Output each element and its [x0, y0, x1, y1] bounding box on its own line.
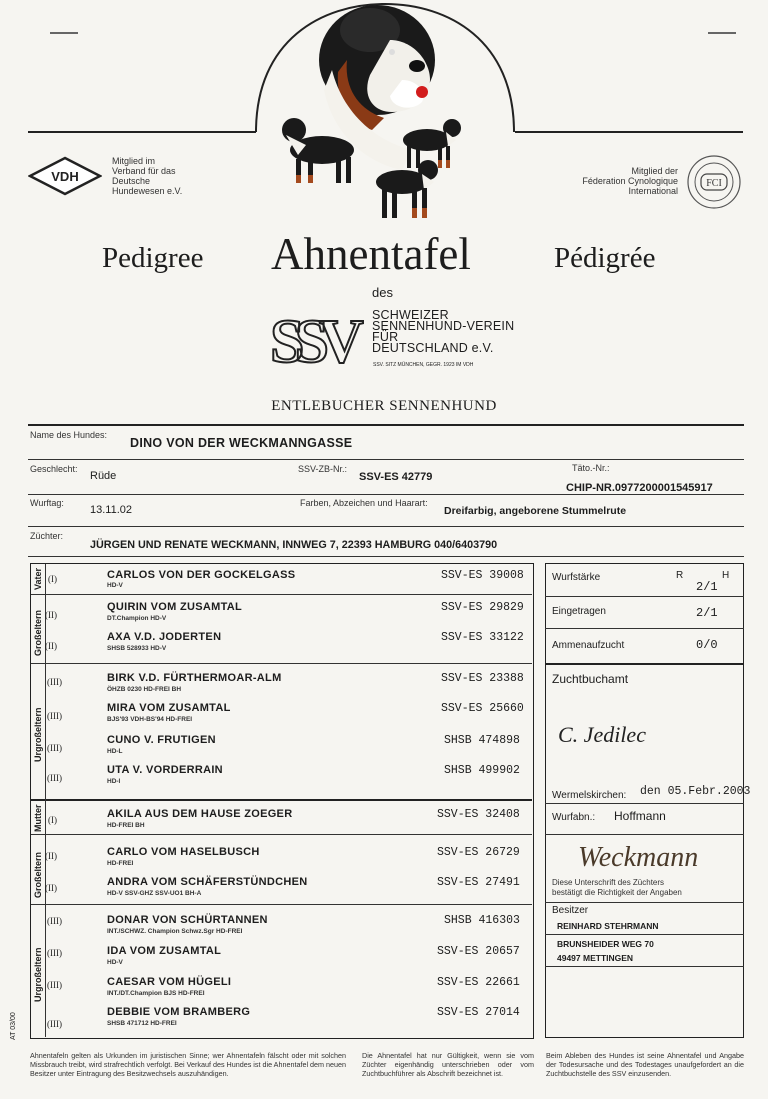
dog-farben: Dreifarbig, angeborene Stummelrute — [444, 505, 627, 517]
h-label: H — [722, 570, 730, 581]
label-grosseltern-m: Großeltern — [33, 851, 43, 898]
wurfstaerke-label: Wurfstärke — [552, 572, 601, 583]
vdh-line: Deutsche — [112, 176, 151, 186]
row-divider — [31, 594, 532, 595]
ancestor-reg: SSV-ES 26729 — [437, 846, 520, 859]
generation-marker: (I) — [48, 574, 57, 584]
zb-number: SSV-ES 42779 — [359, 471, 433, 483]
ancestor-reg: SSV-ES 22661 — [437, 976, 520, 989]
sex-label: Geschlecht: — [30, 464, 78, 474]
ancestor-name: IDA VOM ZUSAMTAL — [107, 945, 222, 957]
note-line: bestätigt die Richtigkeit der Angaben — [552, 888, 682, 897]
generation-marker: (II) — [45, 851, 57, 861]
row-divider — [545, 596, 744, 597]
label-grosseltern-v: Großeltern — [33, 609, 43, 656]
label-vater: Vater — [33, 567, 43, 590]
row-divider — [545, 966, 744, 967]
ancestor-name: AKILA AUS DEM HAUSE ZOEGER — [107, 808, 293, 820]
vdh-line: Hundewesen e.V. — [112, 186, 183, 196]
corner-mark — [50, 32, 78, 34]
generation-marker: (III) — [47, 773, 62, 783]
ancestor-reg: SSV-ES 20657 — [437, 945, 520, 958]
title-pedigree-fr: Pédigrée — [554, 242, 656, 274]
name-label: Name des Hundes: — [30, 430, 108, 440]
wurftag-label: Wurftag: — [30, 498, 64, 508]
wurfabn-value: Hoffmann — [614, 809, 666, 823]
chip-number: CHIP-NR.0977200001545917 — [566, 482, 713, 494]
row-divider — [545, 803, 744, 804]
form-code: AT 03/00 — [10, 1012, 17, 1040]
ancestor-titles: BJS'93 VDH-BS'94 HD-FREI — [107, 716, 193, 723]
dog-wurftag: 13.11.02 — [90, 504, 133, 516]
owner-street: BRUNSHEIDER WEG 70 — [557, 939, 654, 949]
fci-logo-icon — [686, 154, 742, 210]
row-divider — [31, 904, 532, 905]
row-divider — [545, 934, 744, 935]
ancestor-name: CARLOS VON DER GOCKELGASS — [107, 569, 296, 581]
corner-mark — [708, 32, 736, 34]
ancestor-name: MIRA VOM ZUSAMTAL — [107, 702, 231, 714]
ancestor-name: QUIRIN VOM ZUSAMTAL — [107, 601, 243, 613]
ancestor-titles: DT.Champion HD-V — [107, 615, 167, 622]
header-rule-left — [28, 131, 256, 133]
ancestor-name: DONAR VON SCHÜRTANNEN — [107, 914, 268, 926]
club-line: FÜR — [372, 330, 399, 344]
ancestor-titles: HD-V SSV-GHZ SSV-UO1 BH-A — [107, 890, 202, 897]
generation-marker: (I) — [48, 815, 57, 825]
issue-date: den 05.Febr.2003 — [640, 785, 751, 798]
ancestor-name: BIRK V.D. FÜRTHERMOAR-ALM — [107, 672, 282, 684]
eingetragen-label: Eingetragen — [552, 606, 606, 617]
tato-label: Täto.-Nr.: — [572, 463, 610, 473]
besitzer-label: Besitzer — [552, 905, 589, 916]
ancestor-reg: SSV-ES 25660 — [441, 702, 524, 715]
ammen-value: 0/0 — [696, 638, 718, 652]
label-mutter: Mutter — [33, 804, 43, 832]
ammen-label: Ammenaufzucht — [552, 640, 625, 651]
breeder-signature-note — [552, 878, 682, 898]
ancestor-titles: HD-FREI BH — [107, 822, 145, 829]
generation-marker: (III) — [47, 916, 62, 926]
ancestor-name: DEBBIE VOM BRAMBERG — [107, 1006, 251, 1018]
ancestor-titles: SHSB 528933 HD-V — [107, 645, 167, 652]
title-pedigree-en: Pedigree — [102, 242, 204, 274]
column-divider — [45, 564, 46, 1037]
club-line: SENNENHUND-VEREIN — [372, 319, 515, 333]
zuechter-label: Züchter: — [30, 531, 64, 541]
r-label: R — [676, 570, 684, 581]
ancestor-name: AXA V.D. JODERTEN — [107, 631, 222, 643]
ancestor-titles: HD-FREI — [107, 860, 134, 867]
generation-marker: (II) — [45, 610, 57, 620]
divider — [28, 494, 744, 495]
club-name — [372, 310, 514, 354]
divider — [28, 556, 744, 557]
ancestry-table — [30, 563, 534, 1039]
row-divider — [31, 834, 532, 835]
ancestor-reg: SSV-ES 33122 — [441, 631, 524, 644]
ancestor-titles: ÖHZB 0230 HD-FREI BH — [107, 686, 182, 693]
section-divider — [31, 799, 532, 801]
owner-name: REINHARD STEHRMANN — [557, 921, 659, 931]
ancestor-reg: SSV-ES 23388 — [441, 672, 524, 685]
wurfstaerke-value: 2/1 — [696, 580, 718, 594]
ssv-logo-text: SSV — [270, 308, 354, 370]
dog-name: DINO VON DER WECKMANNGASSE — [130, 436, 353, 450]
breeder-signature: Weckmann — [578, 842, 699, 873]
row-divider — [545, 902, 744, 903]
ancestor-name: CARLO VOM HASELBUSCH — [107, 846, 260, 858]
vdh-membership — [112, 156, 182, 196]
ancestor-titles: HD-V — [107, 582, 123, 589]
vdh-line: Mitglied im — [112, 156, 156, 166]
divider — [28, 424, 744, 426]
zuchtbuchamt-signature: C. Jedilec — [558, 722, 646, 747]
owner-city: 49497 METTINGEN — [557, 953, 634, 963]
vdh-line: Verband für das — [112, 166, 176, 176]
footer-validity: Die Ahnentafel hat nur Gültigkeit, wenn sie vom Züchter eigenhändig unterschrieben oder vom Zuchtbuchführer als Abschrift bezeichnet ist. — [362, 1051, 534, 1078]
fci-line: International — [628, 186, 678, 196]
eingetragen-value: 2/1 — [696, 606, 718, 620]
generation-marker: (II) — [45, 883, 57, 893]
ancestor-titles: SHSB 471712 HD-FREI — [107, 1020, 177, 1027]
des-text: des — [372, 285, 393, 300]
ancestor-reg: SSV-ES 32408 — [437, 808, 520, 821]
ancestor-name: CAESAR VOM HÜGELI — [107, 976, 232, 988]
row-divider — [545, 628, 744, 629]
generation-marker: (III) — [47, 948, 62, 958]
dog-zuechter: JÜRGEN UND RENATE WECKMANN, INNWEG 7, 22393 HAMBURG 040/6403790 — [90, 539, 498, 551]
footer-legal: Ahnentafeln gelten als Urkunden im juristischen Sinne; wer Ahnentafeln fälscht oder mit solchen Missbrauch treibt, wird strafrechtlich verfolgt. Bei Verkauf des Hundes ist die Ahnentafel dem neuen Besitzer unter Eintragung des Besitzwechsels auszuhändigen. — [30, 1051, 347, 1078]
wurfabn-label: Wurfabn.: — [552, 812, 596, 823]
farben-label: Farben, Abzeichen und Haarart: — [300, 498, 428, 508]
generation-marker: (II) — [45, 641, 57, 651]
generation-marker: (III) — [47, 980, 62, 990]
ancestor-name: UTA V. VORDERRAIN — [107, 764, 223, 776]
label-urgrosseltern-v: Urgroßeltern — [33, 707, 43, 762]
vdh-logo-icon — [28, 156, 102, 196]
dog-illustration — [252, 0, 518, 225]
note-line: Diese Unterschrift des Züchters — [552, 878, 665, 887]
dog-sex: Rüde — [90, 470, 117, 482]
ancestor-reg: SSV-ES 29829 — [441, 601, 524, 614]
row-divider — [31, 663, 532, 664]
title-ahnentafel: Ahnentafel — [271, 229, 471, 279]
club-line: SCHWEIZER — [372, 308, 449, 322]
club-subline: SSV. SITZ MÜNCHEN, GEGR. 1923 IM VDH — [373, 362, 474, 368]
generation-marker: (III) — [47, 677, 62, 687]
ancestor-reg: SHSB 499902 — [444, 764, 520, 777]
zb-label: SSV-ZB-Nr.: — [298, 464, 348, 474]
place-label: Wermelskirchen: — [552, 790, 627, 801]
ancestor-reg: SSV-ES 27491 — [437, 876, 520, 889]
club-line: DEUTSCHLAND e.V. — [372, 341, 494, 355]
ancestor-reg: SHSB 416303 — [444, 914, 520, 927]
ancestor-titles: HD-l — [107, 778, 121, 785]
ancestor-name: ANDRA VOM SCHÄFERSTÜNDCHEN — [107, 876, 308, 888]
ancestor-titles: INT./SCHWZ. Champion Schwz.Sgr HD-FREI — [107, 928, 243, 935]
breed-title: ENTLEBUCHER SENNENHUND — [271, 398, 497, 414]
fci-membership — [582, 166, 678, 196]
header-rule-right — [515, 131, 743, 133]
generation-marker: (III) — [47, 743, 62, 753]
ancestor-name: CUNO V. FRUTIGEN — [107, 734, 216, 746]
vdh-logo-text: VDH — [51, 169, 79, 184]
ancestor-reg: SHSB 474898 — [444, 734, 520, 747]
generation-marker: (III) — [47, 711, 62, 721]
ancestor-titles: HD-V — [107, 959, 123, 966]
generation-marker: (III) — [47, 1019, 62, 1029]
fci-line: Mitglied der — [631, 166, 678, 176]
divider — [28, 459, 744, 460]
row-divider — [545, 834, 744, 835]
label-urgrosseltern-m: Urgroßeltern — [33, 947, 43, 1002]
zuchtbuchamt-label: Zuchtbuchamt — [552, 672, 629, 686]
ancestor-reg: SSV-ES 27014 — [437, 1006, 520, 1019]
fci-logo-text: FCI — [706, 178, 722, 189]
ancestor-titles: HD-L — [107, 748, 123, 755]
ssv-logo-icon — [268, 308, 364, 370]
ancestor-titles: INT./DT.Champion BJS HD-FREI — [107, 990, 205, 997]
footer-death: Beim Ableben des Hundes ist seine Ahnentafel und Angabe der Todesursache und des Todestages unaufgefordert an die Zuchtbuchstelle des SSV einzusenden. — [546, 1051, 744, 1078]
ancestor-reg: SSV-ES 39008 — [441, 569, 524, 582]
divider — [28, 526, 744, 527]
fci-line: Féderation Cynologique — [582, 176, 678, 186]
